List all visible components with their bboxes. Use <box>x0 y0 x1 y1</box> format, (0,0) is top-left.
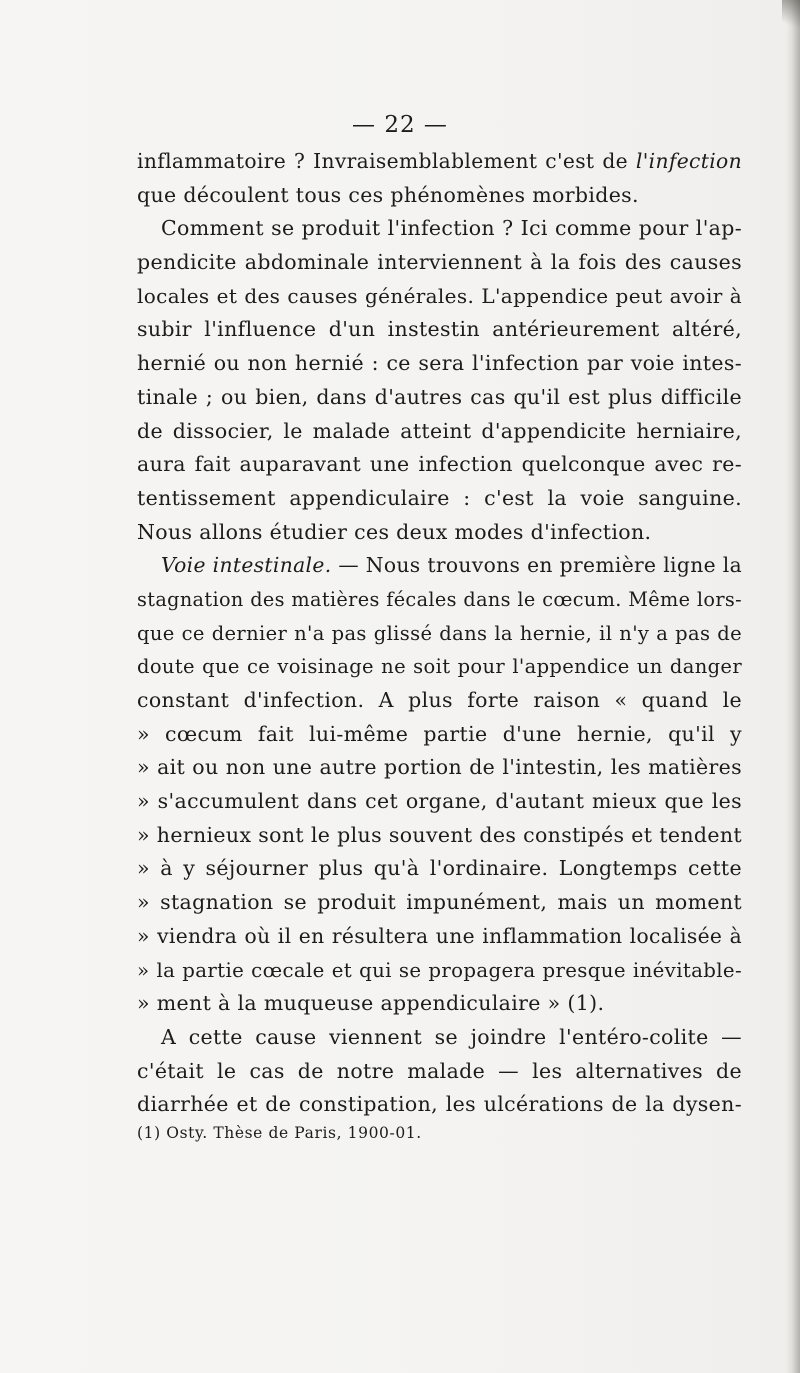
text-line-roman: » à y séjourner plus qu'à l'ordinaire. Longtemps cette <box>137 856 742 881</box>
text-line-italic: l'infection <box>635 149 742 173</box>
text-line-roman: A cette cause viennent se joindre l'entéro-colite — <box>161 1024 742 1049</box>
text-line <box>137 415 742 449</box>
text-line-roman: diarrhée et de constipation, les ulcérations de la dysen- <box>137 1092 742 1117</box>
text-line-roman: constant d'infection. A plus forte raison « quand le <box>137 688 742 712</box>
text-line-roman: » ment à la muqueuse appendiculaire » (1). <box>137 991 605 1016</box>
text-line <box>137 751 742 785</box>
text-line-roman: subir l'influence d'un instestin antérieurement altéré, <box>137 317 742 342</box>
text-line <box>137 617 742 651</box>
text-line <box>137 516 742 550</box>
text-line <box>137 987 742 1021</box>
text-line <box>137 1055 742 1089</box>
text-line-roman: locales et des causes générales. L'appendice peut avoir à <box>137 283 742 308</box>
text-line-roman: » cœcum fait lui-même partie d'une hernie, qu'il y <box>137 721 742 746</box>
text-line <box>137 852 742 886</box>
body-text <box>137 145 742 1122</box>
text-line <box>137 684 742 718</box>
text-line <box>137 347 742 381</box>
text-line <box>137 549 742 583</box>
text-line <box>137 718 742 752</box>
text-line-roman: c'était le cas de notre malade — les alternatives de <box>137 1058 742 1083</box>
text-line <box>137 482 742 516</box>
text-line-roman: » ait ou non une autre portion de l'intestin, les matières <box>137 755 742 780</box>
text-line <box>137 212 742 246</box>
text-line-roman: doute que ce voisinage ne soit pour l'appendice un danger <box>137 655 742 679</box>
text-line-roman: stagnation des matières fécales dans le cœcum. Même lors- <box>137 587 742 611</box>
text-line <box>137 583 742 617</box>
text-line-roman: Nous allons étudier ces deux modes d'infection. <box>137 519 652 544</box>
text-line <box>137 886 742 920</box>
text-line <box>137 650 742 684</box>
text-line-roman: aura fait auparavant une infection quelconque avec re- <box>137 452 742 477</box>
text-line <box>137 1088 742 1122</box>
text-line <box>137 819 742 853</box>
text-line <box>137 280 742 314</box>
text-line <box>137 313 742 347</box>
text-line-roman: pendicite abdominale interviennent à la fois des causes <box>137 250 742 275</box>
text-line <box>137 448 742 482</box>
text-line-roman: » viendra où il en résultera une inflammation localisée à <box>137 923 742 948</box>
text-line-roman: tentissement appendiculaire : c'est la voie sanguine. <box>137 485 742 510</box>
text-line-roman: » s'accumulent dans cet organe, d'autant mieux que les <box>137 789 742 814</box>
text-line <box>137 920 742 954</box>
corner-mark <box>782 0 800 30</box>
text-line <box>137 179 742 213</box>
text-line <box>137 785 742 819</box>
text-line-roman: Comment se produit l'infection ? Ici comme pour l'ap- <box>161 216 742 241</box>
footnote: (1) Osty. Thèse de Paris, 1900-01. <box>137 1124 422 1142</box>
text-line-roman: que découlent tous ces phénomènes morbides. <box>137 182 639 207</box>
text-line <box>137 246 742 280</box>
text-line-roman: — Nous trouvons en première ligne la <box>331 553 742 578</box>
page-number: — 22 — <box>352 112 448 138</box>
text-line <box>137 381 742 415</box>
text-line-roman: inflammatoire ? Invraisemblablement c'est de <box>137 149 636 173</box>
text-line <box>137 145 742 179</box>
page-edge-shadow <box>786 0 800 1373</box>
text-line-roman: » stagnation se produit impunément, mais un moment <box>137 890 742 915</box>
text-line <box>137 1021 742 1055</box>
text-line-roman: » hernieux sont le plus souvent des constipés et tendent <box>137 822 742 847</box>
text-line <box>137 954 742 988</box>
text-line-italic: Voie intestinale. <box>161 553 332 578</box>
text-line-roman: que ce dernier n'a pas glissé dans la hernie, il n'y a pas de <box>137 621 742 645</box>
text-line-roman: » la partie cœcale et qui se propagera presque inévitable- <box>137 958 742 982</box>
text-line-roman: de dissocier, le malade atteint d'appendicite herniaire, <box>137 418 742 443</box>
text-line-roman: tinale ; ou bien, dans d'autres cas qu'il est plus difficile <box>137 384 742 409</box>
text-line-roman: hernié ou non hernié : ce sera l'infection par voie intes- <box>137 351 742 376</box>
